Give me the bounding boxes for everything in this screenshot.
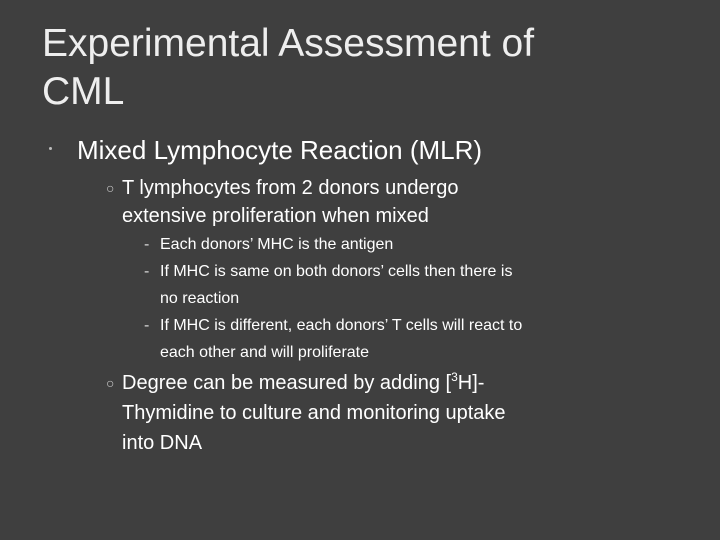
detail-item-1 (144, 232, 624, 259)
degree-text-a: Degree can be measured by adding [ (122, 372, 452, 394)
detail-item-2-line-1: If MHC is same on both donors’ cells then there is (160, 263, 513, 280)
detail-item-3-line-2: each other and will proliferate (160, 343, 370, 361)
bullet-dot-icon (49, 147, 52, 150)
detail-item-2-line-2: no reaction (160, 289, 240, 307)
degree-text-b: H]- (457, 372, 485, 394)
sub-bullet-t-lymphocytes (106, 174, 606, 230)
sub-bullet-degree-line-1 (122, 368, 606, 398)
title-line-2: CML (42, 70, 125, 113)
dash-icon: - (144, 236, 150, 253)
hollow-circle-icon: ○ (106, 180, 115, 196)
hollow-circle-icon: ○ (106, 375, 115, 391)
title-line-1: Experimental Assessment of (42, 22, 535, 65)
detail-item-3-line-1: If MHC is different, each donors’ T cells will react to (160, 317, 523, 334)
slide-title (42, 20, 682, 116)
sub-bullet-line-1: T lymphocytes from 2 donors undergo (122, 177, 459, 199)
superscript-3: 3 (451, 370, 458, 384)
dash-icon: - (144, 317, 150, 334)
dash-icon: - (144, 263, 150, 280)
sub-bullet-degree-line-3: into DNA (122, 432, 203, 454)
sub-bullet-line-2: extensive proliferation when mixed (122, 205, 429, 227)
sub-bullet-degree (106, 368, 606, 458)
sub-bullet-degree-line-2: Thymidine to culture and monitoring uptake (122, 402, 506, 424)
bullet-mlr-text: Mixed Lymphocyte Reaction (MLR) (77, 135, 483, 165)
detail-item-2 (144, 259, 624, 312)
detail-item-3 (144, 313, 624, 366)
detail-item-1-line-1: Each donors’ MHC is the antigen (160, 236, 394, 253)
